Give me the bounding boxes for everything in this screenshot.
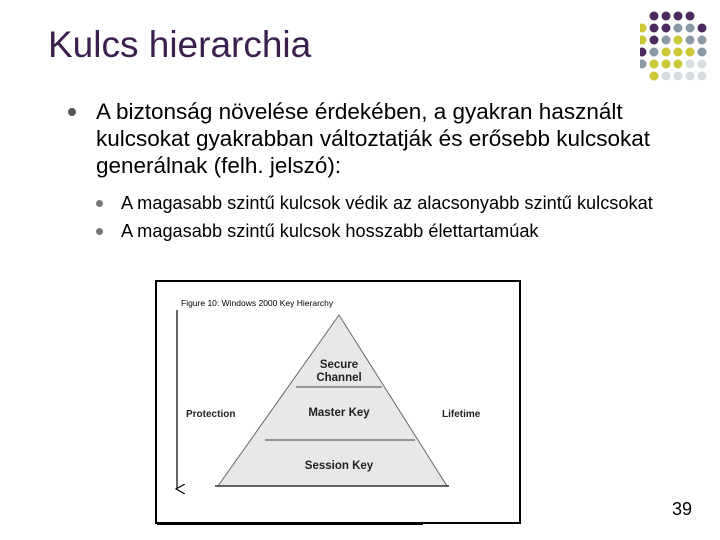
- sub-bullet-text: A magasabb szintű kulcsok védik az alacsonyabb szintű kulcsokat: [121, 193, 653, 213]
- bullet-dot: [96, 228, 103, 235]
- bullet-dot: [96, 200, 103, 207]
- bullet-list: [68, 98, 708, 248]
- lifetime-label: Lifetime: [442, 409, 481, 420]
- figure-caption: Figure 10: Windows 2000 Key Hierarchy: [181, 298, 334, 308]
- decorative-dot-grid: [640, 10, 712, 82]
- bullet-main: [68, 98, 708, 179]
- figure-bottom-border: [157, 522, 423, 525]
- page-number: 39: [672, 499, 693, 519]
- level-secure-channel-line1: Secure: [319, 359, 359, 371]
- key-hierarchy-figure: [155, 280, 521, 524]
- sub-bullet-2: [68, 220, 708, 242]
- bullet-main-text: A biztonság növelése érdekében, a gyakran használt kulcsokat gyakrabban változtatják és erősebb kulcsokat generálnak (felh. jelszó):: [96, 99, 651, 178]
- sub-bullet-text: A magasabb szintű kulcsok hosszabb élettartamúak: [121, 221, 539, 241]
- level-secure-channel-line2: Channel: [316, 372, 362, 384]
- dot-grid-pattern: [640, 12, 707, 81]
- slide-title: Kulcs hierarchia: [48, 24, 312, 65]
- level-session-key: Session Key: [304, 460, 374, 472]
- sub-bullet-list: [68, 192, 708, 242]
- key-hierarchy-diagram: [157, 282, 519, 522]
- bullet-dot: [68, 108, 76, 116]
- sub-bullet-1: [68, 192, 708, 214]
- level-master-key: Master Key: [308, 407, 370, 419]
- protection-label: Protection: [186, 409, 236, 420]
